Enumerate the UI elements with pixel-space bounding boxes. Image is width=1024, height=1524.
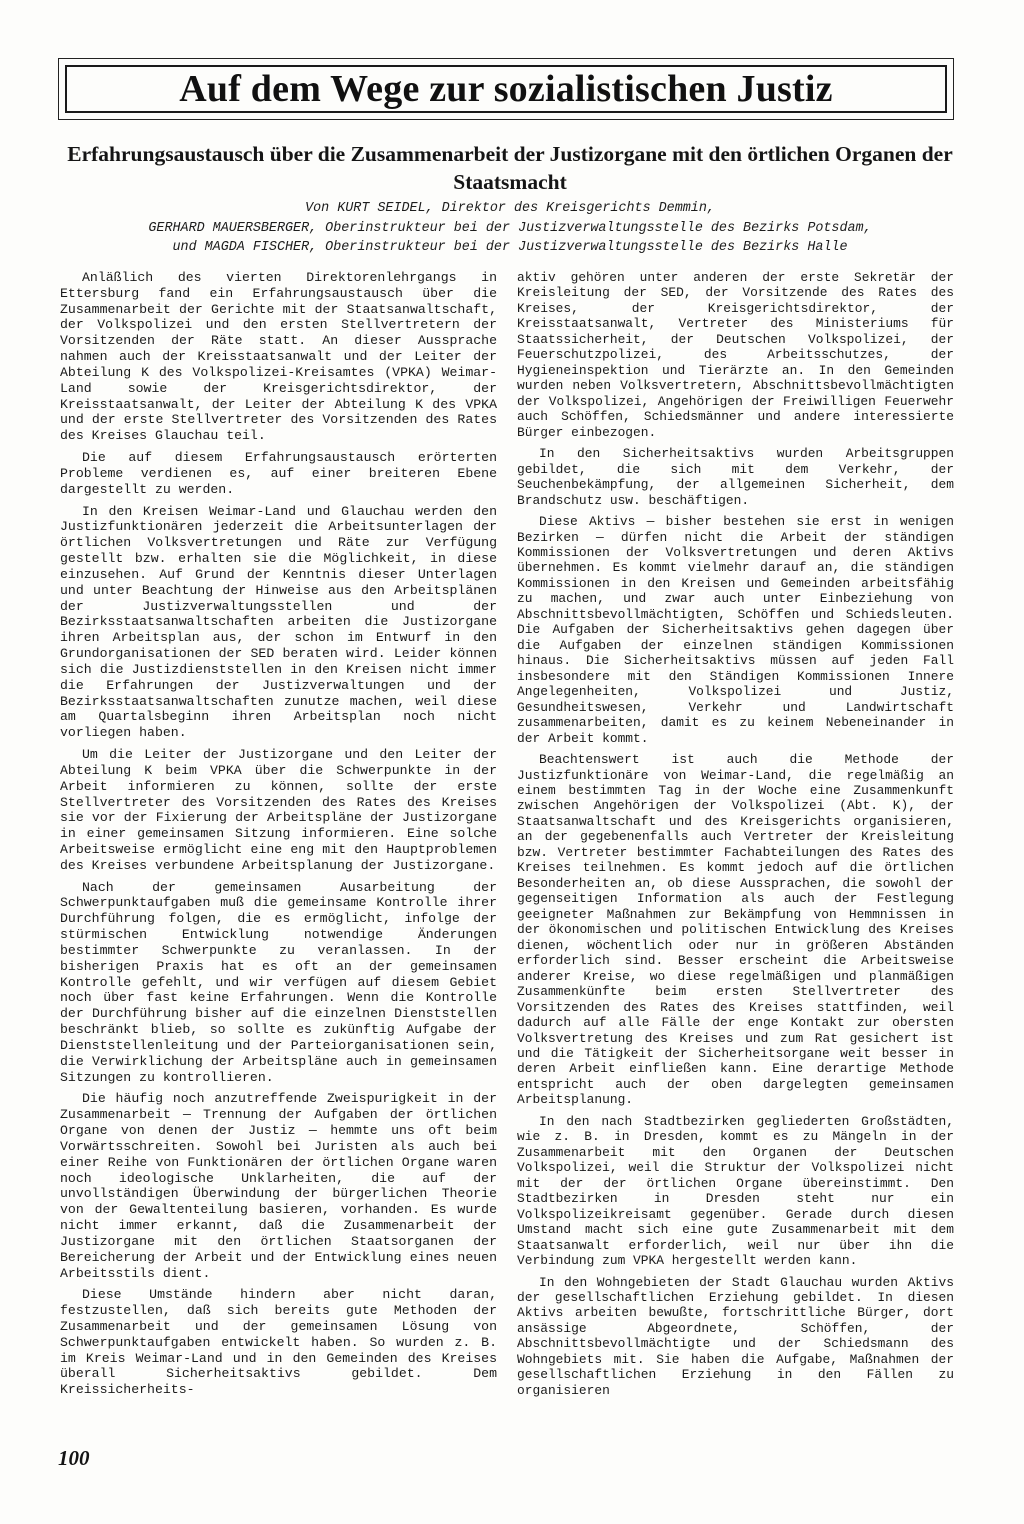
paragraph: Um die Leiter der Justizorgane und den Leiter der Abteilung K beim VPKA über die Schwerpunkte in der Arbeit informieren zu können, sollte der erste Stellvertreter des Vorsitzenden des Rates des Kreises sie vor der Fixierung der Arbeitspläne der Justizorgane in einer gemeinsamen Sitzung informieren. Eine solche Arbeitsweise ermöglicht eine eng mit den Hauptproblemen des Kreises verbundene Arbeitsplanung der Justizorgane. <box>60 747 497 873</box>
paragraph: Beachtenswert ist auch die Methode der Justizfunktionäre von Weimar-Land, die regelmäßig an einem bestimmten Tag in der Woche eine Zusammenkunft zwischen Angehörigen der Volkspolizei (Abt. K), der Staatsanwaltschaft und des Kreisgerichts organisieren, an der gegebenenfalls auch Vertreter der Kreisleitung bzw. Vertreter bestimmter Fachabteilungen des Rates des Kreises teilnehmen. Es kommt jedoch auf die örtlichen Besonderheiten an, ob diese Aussprachen, die sowohl der gegenseitigen Information als auch der Festlegung geeigneter Maßnahmen zur Bekämpfung von Hemmnissen in der ökonomischen und politischen Entwicklung des Kreises dienen, wöchentlich oder nur in größeren Abständen erforderlich sind. Besser erscheint die Arbeitsweise anderer Kreise, wo diese regelmäßigen und planmäßigen Zusammenkünfte beim ersten Stellvertreter des Vorsitzenden des Rates des Kreises stattfinden, weil dadurch auf alle Fälle der enge Kontakt zur obersten Volksvertretung des Kreises und zum Rat gesichert ist und die Tätigkeit der Sicherheitsorgane weit besser in deren Arbeit einfließen kann. Eine derartige Methode entspricht auch der oben dargelegten gemeinsamen Arbeitsplanung. <box>517 752 954 1108</box>
paragraph: Diese Umstände hindern aber nicht daran, festzustellen, daß sich bereits gute Methoden der Zusammenarbeit und der gemeinsamen Lösung von Schwerpunktaufgaben entwickelt haben. So wurden z. B. im Kreis Weimar-Land und in den Gemeinden des Kreises überall Sicherheitsaktivs gebildet. Dem Kreissicherheits- <box>60 1287 497 1398</box>
left-column <box>60 270 497 1404</box>
title-banner <box>58 58 954 120</box>
paragraph: Die auf diesem Erfahrungsaustausch erörterten Probleme verdienen es, auf einer breiteren Ebene dargestellt zu werden. <box>60 450 497 497</box>
page-number: 100 <box>58 1446 90 1470</box>
author-line: Von KURT SEIDEL, Direktor des Kreisgerichts Demmin, <box>305 201 715 216</box>
paragraph: Anläßlich des vierten Direktorenlehrgangs in Ettersburg fand ein Erfahrungsaustausch über die Zusammenarbeit der Gerichte mit der Staatsanwaltschaft, der Volkspolizei und den ersten Stellvertretern der Vorsitzenden der Räte statt. An dieser Aussprache nahmen auch der Kreisstaatsanwalt und der Leiter der Abteilung K des Volkspolizei-Kreisamtes (VPKA) Weimar-Land sowie der Kreisgerichtsdirektor, der Kreisstaatsanwalt, der Leiter der Abteilung K des VPKA und der erste Stellvertreter des Vorsitzenden des Rates des Kreises Glauchau teil. <box>60 270 497 444</box>
author-line: GERHARD MAUERSBERGER, Oberinstrukteur bei der Justizverwaltungsstelle des Bezirks Potsdam, <box>148 220 872 236</box>
paragraph: Die häufig noch anzutreffende Zweispurigkeit in der Zusammenarbeit — Trennung der Aufgaben der örtlichen Organe von denen der Justiz — hemmte uns oft beim Vorwärtsschreiten. Sowohl bei Juristen als auch bei einer Reihe von Funktionären der örtlichen Organe waren noch ideologische Unklarheiten, die auf der unvollständigen Überwindung der bürgerlichen Theorie von der Gewaltenteilung basieren, vorhanden. Es wurde nicht immer erkannt, daß die Zusammenarbeit der Justizorgane mit den örtlichen Staatsorganen der Bereicherung der Arbeit und der Entwicklung eines neuen Arbeitsstils dient. <box>60 1091 497 1281</box>
paragraph: Diese Aktivs — bisher bestehen sie erst in wenigen Bezirken — dürfen nicht die Arbeit der ständigen Kommissionen der Volksvertretungen und deren Aktivs übernehmen. Es kommt vielmehr darauf an, die ständigen Kommissionen in den Kreisen und Gemeinden arbeitsfähig zu machen, und zwar auch unter Einbeziehung von Abschnittsbevollmächtigten, Schöffen und Schiedsleuten. Die Aufgaben der Sicherheitsaktivs gehen dagegen über die Aufgaben der einzelnen ständigen Kommissionen hinaus. Die Sicherheitsaktivs müssen auf jeden Fall insbesondere mit den Ständigen Kommissionen Innere Angelegenheiten, Volkspolizei und Justiz, Gesundheitswesen, Verkehr und Landwirtschaft zusammenarbeiten, damit es zu keinem Nebeneinander in der Arbeit kommt. <box>517 514 954 746</box>
article-subtitle: Erfahrungsaustausch über die Zusammenarbeit der Justizorgane mit den örtlichen Organen der Staatsmacht <box>67 142 953 194</box>
right-column <box>517 270 954 1404</box>
page-title: Auf dem Wege zur sozialistischen Justiz <box>179 68 833 110</box>
article-authors <box>80 199 940 258</box>
paragraph: In den nach Stadtbezirken gegliederten Großstädten, wie z. B. in Dresden, kommt es zu Mängeln in der Zusammenarbeit mit den Organen der Deutschen Volkspolizei, weil die Struktur der Volkspolizei nicht mit der der örtlichen Organe übereinstimmt. Den Stadtbezirken in Dresden steht nur ein Volkspolizeikreisamt gegenüber. Gerade durch diesen Umstand macht sich eine gute Zusammenarbeit mit dem Staatsanwalt erforderlich, weil nur über ihn die Verbindung zum VPKA hergestellt werden kann. <box>517 1113 954 1269</box>
author-line: und MAGDA FISCHER, Oberinstrukteur bei der Justizverwaltungsstelle des Bezirks Halle <box>172 240 848 255</box>
paragraph: In den Sicherheitsaktivs wurden Arbeitsgruppen gebildet, die sich mit dem Verkehr, der Seuchenbekämpfung, der allgemeinen Sicherheit, dem Brandschutz usw. beschäftigen. <box>517 446 954 508</box>
title-banner-frame <box>65 65 947 113</box>
paragraph: In den Kreisen Weimar-Land und Glauchau werden den Justizfunktionären jederzeit die Arbeitsunterlagen der örtlichen Volksvertretungen und Räte zur Verfügung gestellt bzw. erhalten sie die Möglichkeit, in diese einzusehen. Auf Grund der Kenntnis dieser Unterlagen und unter Beachtung der Hinweise aus den Arbeitsplänen der Justizverwaltungsstellen und der Bezirksstaatsanwaltschaften arbeiten die Justizorgane ihren Arbeitsplan aus, der schon im Entwurf in den Grundorganisationen der SED beraten wird. Leider können sich die Justizdienststellen in den Kreisen nicht immer die Erfahrungen der Justizverwaltungen und der Bezirksstaatsanwaltschaften zunutze machen, weil diese am Quartalsbeginn ihren Arbeitsplan noch nicht vorliegen haben. <box>60 503 497 741</box>
paragraph: aktiv gehören unter anderen der erste Sekretär der Kreisleitung der SED, der Vorsitzende des Rates des Kreises, der Kreisgerichtsdirektor, der Kreisstaatsanwalt, Vertreter des Ministeriums für Staatssicherheit, der Deutschen Volkspolizei, der Feuerschutzpolizei, des Arbeitsschutzes, der Hygieneinspektion und Tierärzte an. In den Gemeinden wurden neben Volksvertretern, Abschnittsbevollmächtigten der Volkspolizei, Angehörigen der Freiwilligen Feuerwehr auch Schöffen, Schiedsmänner und andere interessierte Bürger einbezogen. <box>517 270 954 440</box>
paragraph: In den Wohngebieten der Stadt Glauchau wurden Aktivs der gesellschaftlichen Erziehung gebildet. In diesen Aktivs arbeiten bewußte, fortschrittliche Bürger, dort ansässige Abgeordnete, Schöffen, der Abschnittsbevollmächtigte und der Schiedsmann des Wohngebiets mit. Sie haben die Aufgabe, Maßnahmen der gesellschaftlichen Erziehung in den Fällen zu organisieren <box>517 1274 954 1398</box>
paragraph: Nach der gemeinsamen Ausarbeitung der Schwerpunktaufgaben muß die gemeinsame Kontrolle ihrer Durchführung folgen, die es ermöglicht, infolge der stürmischen Entwicklung notwendige Änderungen bestimmter Schwerpunkte zu veranlassen. In der bisherigen Praxis hat es oft an der gemeinsamen Kontrolle gefehlt, und wir verfügen auf diesem Gebiet noch über fast keine Erfahrungen. Wenn die Kontrolle der Durchführung bisher auf die einzelnen Dienststellen beschränkt blieb, so sollte es zukünftig Aufgabe der Dienststellenleitung und der Parteiorganisationen sein, die Verwirklichung der Arbeitspläne auch in gemeinsamen Sitzungen zu kontrollieren. <box>60 879 497 1085</box>
